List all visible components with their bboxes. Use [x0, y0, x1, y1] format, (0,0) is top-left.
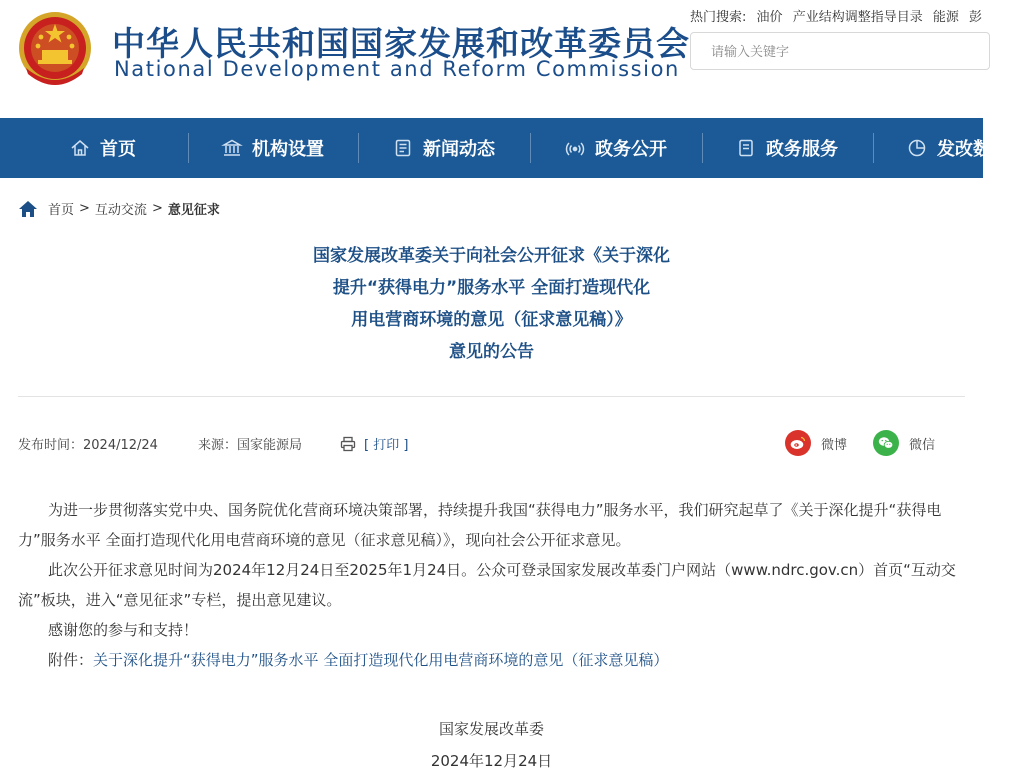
breadcrumb-separator: > — [151, 201, 163, 216]
title-line: 提升“获得电力”服务水平 全面打造现代化 — [332, 278, 651, 298]
site-header — [0, 0, 983, 118]
body-paragraph: 为进一步贯彻落实党中央、国务院优化营商环境决策部署，持续提升我国“获得电力”服务水平，我们研究起草了《关于深化提升“获得电力”服务水平 全面打造现代化用电营商环境的意见（征求意见稿）》，现向社会公开征求意见。 — [18, 501, 942, 549]
wechat-label: 微信 — [909, 437, 936, 453]
body-paragraph: 感谢您的参与和支持！ — [48, 621, 199, 639]
pie-chart-icon — [907, 138, 927, 158]
attachment-label: 附件： — [48, 651, 94, 669]
search-input[interactable] — [691, 33, 983, 71]
nav-label: 首页 — [100, 139, 136, 160]
home-icon[interactable] — [18, 200, 38, 218]
share-weibo-button[interactable] — [785, 430, 847, 456]
nav-item-services[interactable] — [736, 118, 838, 178]
site-name-en[interactable]: National Development and Reform Commission — [114, 57, 680, 81]
breadcrumb-current[interactable]: 意见征求 — [167, 203, 220, 218]
publish-date: 2024/12/24 — [83, 438, 158, 453]
hot-search-label: 热门搜索: — [690, 10, 747, 25]
weibo-label: 微博 — [821, 437, 848, 453]
publish-label: 发布时间： — [18, 438, 84, 453]
nav-item-home[interactable] — [70, 118, 136, 178]
nav-label: 新闻动态 — [423, 139, 495, 160]
national-emblem-icon[interactable] — [16, 10, 94, 90]
source-info — [198, 434, 302, 453]
building-icon — [222, 138, 242, 158]
share-wechat-button[interactable] — [873, 430, 935, 456]
attachment-link[interactable]: 关于深化提升“获得电力”服务水平 全面打造现代化用电营商环境的意见（征求意见稿） — [93, 651, 669, 669]
hot-search-term[interactable]: 产业结构调整指导目录 — [792, 10, 923, 25]
nav-item-government-affairs[interactable] — [565, 118, 667, 178]
nav-item-data[interactable] — [907, 118, 1009, 178]
nav-item-news[interactable] — [393, 118, 495, 178]
article-body — [18, 495, 966, 675]
nav-divider — [873, 133, 874, 163]
printer-icon — [340, 436, 356, 452]
search-box — [690, 32, 990, 70]
print-button[interactable] — [340, 434, 408, 453]
title-line: 国家发展改革委关于向社会公开征求《关于深化 — [313, 246, 670, 266]
broadcast-icon — [565, 138, 585, 158]
document-icon — [736, 138, 756, 158]
nav-divider — [530, 133, 531, 163]
home-icon — [70, 138, 90, 158]
weibo-icon — [785, 430, 811, 456]
nav-divider — [702, 133, 703, 163]
title-line: 用电营商环境的意见（征求意见稿）》 — [351, 310, 632, 330]
news-icon — [393, 138, 413, 158]
nav-divider — [188, 133, 189, 163]
breadcrumb-home[interactable]: 首页 — [48, 203, 75, 218]
publish-info — [18, 434, 158, 453]
nav-label: 政务服务 — [766, 139, 838, 160]
print-label: [ 打印 ] — [364, 438, 409, 453]
site-name-cn[interactable]: 中华人民共和国国家发展和改革委员会 — [112, 24, 690, 63]
nav-item-organization[interactable] — [222, 118, 324, 178]
breadcrumb-interaction[interactable]: 互动交流 — [94, 203, 147, 218]
nav-label: 政务公开 — [595, 139, 667, 160]
wechat-icon — [873, 430, 899, 456]
body-paragraph: 此次公开征求意见时间为2024年12月24日至2025年1月24日。公众可登录国家发展改革委门户网站（www.ndrc.gov.cn）首页“互动交流”板块，进入“意见征求”专栏，提出意见建议。 — [18, 561, 956, 609]
hot-search — [690, 6, 982, 25]
hot-search-term[interactable]: 能源 — [932, 10, 959, 25]
title-divider — [18, 396, 965, 397]
nav-divider — [358, 133, 359, 163]
main-nav — [0, 118, 1009, 178]
breadcrumb-separator: > — [79, 201, 90, 216]
nav-label: 发改数据 — [937, 139, 1009, 160]
breadcrumb — [18, 199, 220, 218]
signature-date: 2024年12月24日 — [430, 752, 553, 770]
source-label: 来源： — [198, 438, 238, 453]
attachment-row — [18, 645, 966, 675]
nav-label: 机构设置 — [252, 139, 324, 160]
hot-search-term[interactable]: 彭 — [969, 10, 983, 25]
hot-search-term[interactable]: 油价 — [756, 10, 783, 25]
signature-org: 国家发展改革委 — [438, 720, 544, 738]
title-line: 意见的公告 — [449, 342, 534, 362]
source-name: 国家能源局 — [237, 438, 303, 453]
article-title — [0, 240, 983, 368]
